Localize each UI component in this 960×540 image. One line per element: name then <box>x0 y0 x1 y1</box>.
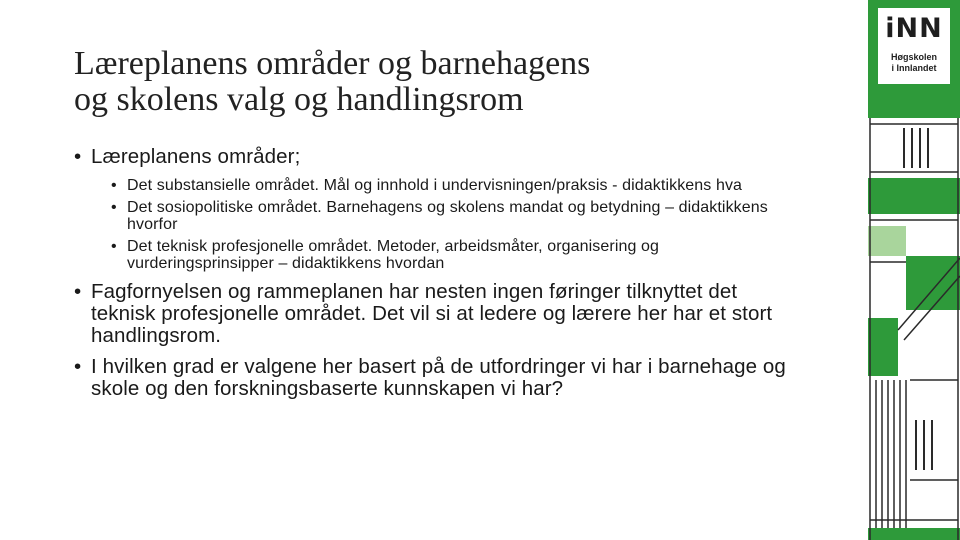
title-line-2: og skolens valg og handlingsrom <box>74 81 524 118</box>
inn-logo: iNN <box>885 13 943 44</box>
logo-sub-line-1: Høgskolen <box>890 52 937 62</box>
sub-bullet-list <box>74 177 804 272</box>
sub-bullet-2-text: Det sosiopolitiske området. Barnehagens og skolens mandat og betydning – didaktikkens hvorfor <box>127 199 768 233</box>
bullet-dot: • <box>111 177 117 194</box>
bullet-1 <box>74 146 804 272</box>
logo-sub-line-2: i Innlandet <box>891 63 937 73</box>
sub-bullet-3 <box>74 238 804 272</box>
bars-lower <box>916 420 932 470</box>
lines-lower <box>876 380 906 528</box>
green-band-bottom <box>868 528 960 540</box>
brand-sidebar <box>868 0 960 540</box>
slide-body <box>74 146 804 409</box>
bullet-list <box>74 146 804 400</box>
green-band-lower <box>868 318 898 376</box>
brand-pattern <box>868 0 960 540</box>
bars-top <box>904 128 928 168</box>
light-green-block <box>868 226 906 256</box>
sub-bullet-2 <box>74 199 804 233</box>
bullet-dot: • <box>111 238 117 255</box>
bullet-dot: • <box>74 355 82 378</box>
sub-bullet-1 <box>74 177 804 194</box>
bullet-3-text: I hvilken grad er valgene her basert på de utfordringer vi har i barnehage og skole og den forskningsbaserte kunnskapen vi har? <box>91 355 786 400</box>
bullet-2-text: Fagfornyelsen og rammeplanen har nesten ingen føringer tilknyttet det teknisk profesjonelle området. Det vil si at ledere og lærere her har et stort handlingsrom. <box>91 280 773 347</box>
inn-logo-subtitle <box>868 52 960 74</box>
bullet-dot: • <box>74 280 82 303</box>
sub-bullet-1-text: Det substansielle området. Mål og innhold i undervisningen/praksis - didaktikkens hva <box>127 177 743 194</box>
green-band-block <box>906 256 960 310</box>
title-line-1: Læreplanens områder og barnehagens <box>74 45 591 82</box>
slide-title <box>74 46 834 118</box>
bullet-dot: • <box>74 145 82 168</box>
bullet-2 <box>74 281 804 347</box>
sub-bullet-3-text: Det teknisk profesjonelle området. Metoder, arbeidsmåter, organisering og vurderingsprinsipper – didaktikkens hvordan <box>127 238 660 272</box>
green-band-mid <box>868 178 960 214</box>
bullet-dot: • <box>111 199 117 216</box>
bullet-1-text: Læreplanens områder; <box>91 145 301 168</box>
bullet-3 <box>74 356 804 400</box>
